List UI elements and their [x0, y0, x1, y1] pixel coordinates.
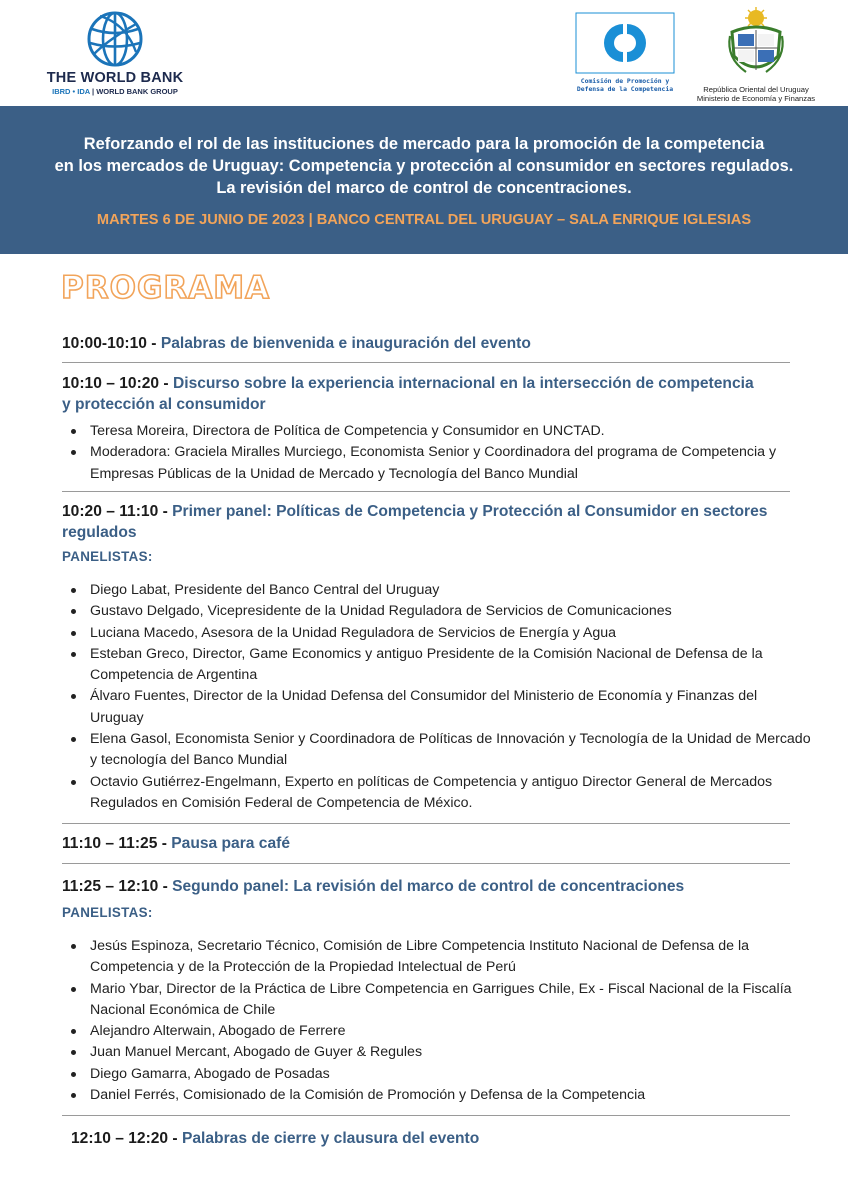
schedule-slot-header	[62, 501, 782, 543]
list-item: Diego Gamarra, Abogado de Posadas	[62, 1064, 812, 1085]
speaker-list	[62, 421, 812, 485]
schedule-slot-header	[71, 1128, 811, 1149]
list-item: Jesús Espinoza, Secretario Técnico, Comisión de Libre Competencia Instituto Nacional de Defensa de la Competencia y de la Protección de la Propiedad Intelectual de Perú	[62, 936, 812, 979]
section-divider	[62, 823, 790, 824]
list-item: Álvaro Fuentes, Director de la Unidad Defensa del Consumidor del Ministerio de Economía y Finanzas del Uruguay	[62, 686, 812, 729]
list-item: Alejandro Alterwain, Abogado de Ferrere	[62, 1021, 812, 1042]
schedule-slot-header	[62, 876, 802, 897]
section-divider	[62, 362, 790, 363]
slot-time: 10:10 – 10:20 -	[62, 375, 173, 392]
event-date-venue: MARTES 6 DE JUNIO DE 2023 | BANCO CENTRAL DEL URUGUAY – SALA ENRIQUE IGLESIAS	[96, 212, 752, 228]
list-item: Teresa Moreira, Directora de Política de Competencia y Consumidor en UNCTAD.	[62, 421, 812, 442]
event-banner	[0, 106, 848, 254]
programa-heading: PROGRAMA	[61, 270, 271, 306]
event-title-line: en los mercados de Uruguay: Competencia y protección al consumidor en sectores regulados.	[54, 157, 794, 175]
uruguay-line-1: República Oriental del Uruguay	[703, 85, 809, 94]
slot-title: Palabras de cierre y clausura del evento	[181, 1130, 480, 1147]
uruguay-text	[692, 85, 820, 103]
slot-time: 12:10 – 12:20 -	[71, 1130, 182, 1147]
section-divider	[62, 863, 790, 864]
cpdc-line-1: Comisión de Promoción y	[580, 77, 670, 85]
list-item: Esteban Greco, Director, Game Economics y antiguo Presidente de la Comisión Nacional de Defensa de la Competencia de Argentina	[62, 644, 812, 687]
slot-title: Palabras de bienvenida e inauguración del evento	[160, 335, 531, 352]
slot-time: 11:10 – 11:25 -	[62, 835, 172, 852]
uruguay-logo	[692, 6, 820, 103]
list-item: Luciana Macedo, Asesora de la Unidad Reguladora de Servicios de Energía y Agua	[62, 623, 812, 644]
slot-title: Primer panel: Políticas de Competencia y Protección al Consumidor en sectores regulados	[62, 503, 768, 541]
panelists-label: PANELISTAS:	[62, 905, 153, 920]
world-bank-divider: |	[92, 87, 97, 96]
event-title-line: Reforzando el rol de las instituciones de mercado para la promoción de la competencia	[83, 135, 765, 153]
list-item: Juan Manuel Mercant, Abogado de Guyer & Regules	[62, 1042, 812, 1063]
cpdc-emblem	[575, 12, 675, 74]
cpdc-mark-icon	[575, 12, 675, 74]
slot-title: Segundo panel: La revisión del marco de control de concentraciones	[172, 878, 685, 895]
slot-time: 11:25 – 12:10 -	[62, 878, 173, 895]
list-item: Mario Ybar, Director de la Práctica de Libre Competencia en Garrigues Chile, Ex - Fiscal Nacional de la Fiscalía Nacional Económica de Chile	[62, 979, 812, 1022]
slot-time: 10:20 – 11:10 -	[62, 503, 173, 520]
cpdc-logo	[570, 12, 680, 93]
list-item: Gustavo Delgado, Vicepresidente de la Unidad Reguladora de Servicios de Comunicaciones	[62, 601, 812, 622]
world-bank-ibrd: IBRD • IDA	[52, 87, 90, 96]
panelist-list	[62, 936, 812, 1106]
world-bank-group: WORLD BANK GROUP	[96, 87, 178, 96]
uruguay-coat-of-arms-icon	[724, 6, 788, 78]
slot-title: Pausa para café	[171, 835, 291, 852]
logo-header	[0, 0, 848, 106]
list-item: Diego Labat, Presidente del Banco Central del Uruguay	[62, 580, 812, 601]
list-item: Daniel Ferrés, Comisionado de la Comisión de Promoción y Defensa de la Competencia	[62, 1085, 812, 1106]
uruguay-line-2: Ministerio de Economía y Finanzas	[696, 94, 816, 103]
schedule-slot-header	[62, 333, 802, 354]
list-item: Elena Gasol, Economista Senior y Coordinadora de Políticas de Innovación y Tecnología de la Unidad de Mercado y tecnología del Banco Mundial	[62, 729, 812, 772]
slot-time: 10:00-10:10 -	[62, 335, 161, 352]
cpdc-text	[570, 77, 680, 93]
panelists-label: PANELISTAS:	[62, 549, 153, 564]
world-bank-logo	[36, 10, 194, 96]
cpdc-line-2: Defensa de la Competencia	[576, 85, 674, 93]
slot-title: Discurso sobre la experiencia internacional en la intersección de competencia y protección al consumidor	[62, 375, 754, 413]
event-title	[0, 133, 848, 199]
section-divider	[62, 1115, 790, 1116]
world-bank-globe-icon	[86, 10, 144, 68]
world-bank-name: THE WORLD BANK	[46, 70, 184, 86]
panelist-list	[62, 580, 812, 814]
world-bank-subtitle	[36, 87, 194, 96]
section-divider	[62, 491, 790, 492]
schedule-slot-header	[62, 373, 762, 415]
list-item: Octavio Gutiérrez-Engelmann, Experto en políticas de Competencia y antiguo Director General de Mercados Regulados en Comisión Federal de Competencia de México.	[62, 772, 812, 815]
event-title-line: La revisión del marco de control de concentraciones.	[216, 179, 632, 197]
list-item: Moderadora: Graciela Miralles Murciego, Economista Senior y Coordinadora del programa de Competencia y Empresas Públicas de la Unidad de Mercado y Tecnología del Banco Mundial	[62, 442, 812, 485]
schedule-slot-header	[62, 833, 802, 854]
